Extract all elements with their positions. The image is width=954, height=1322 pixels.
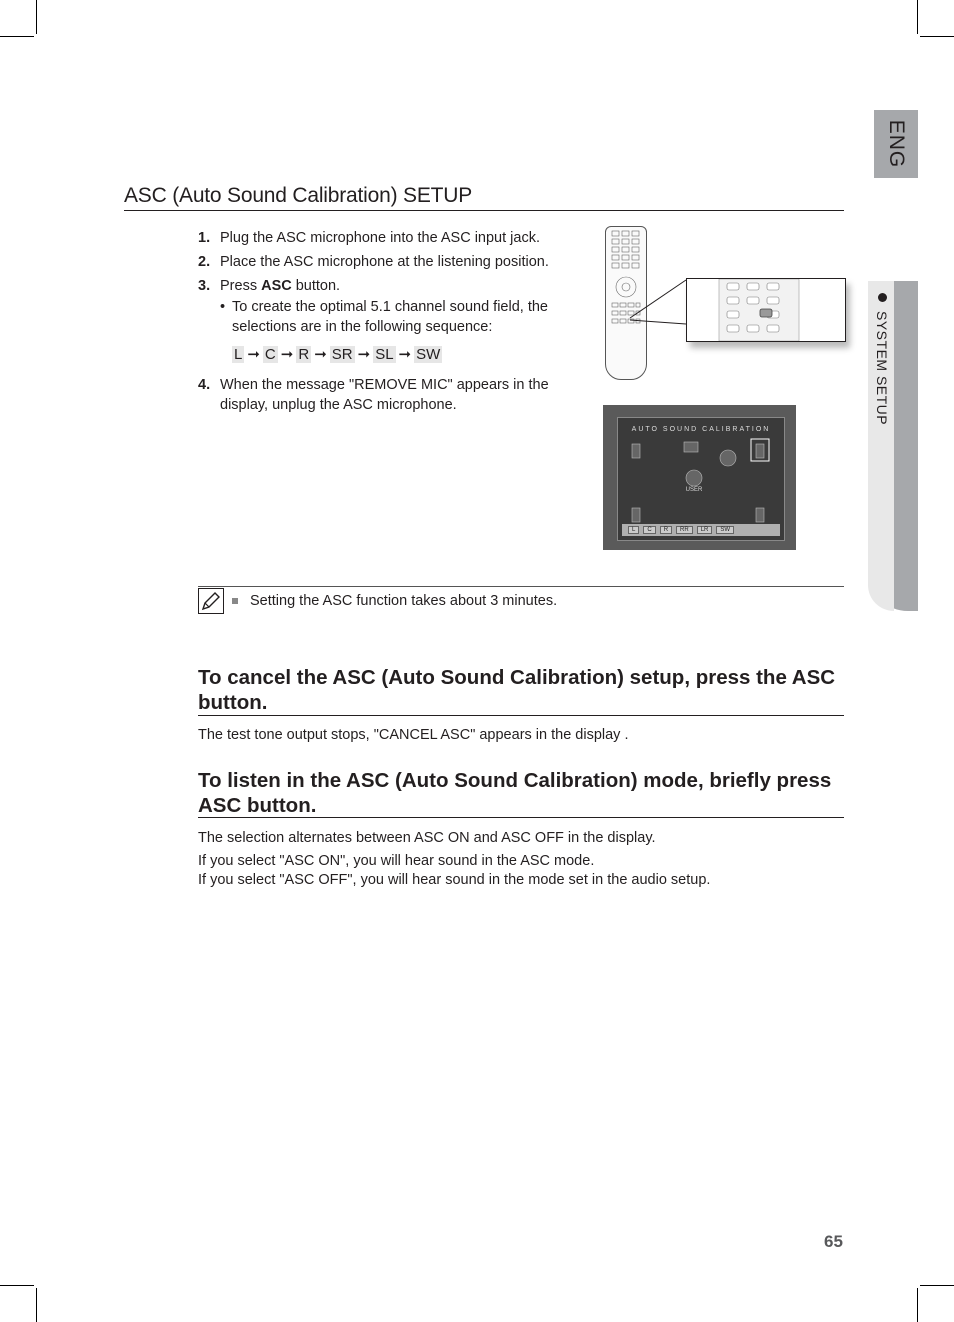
step-1-text: Plug the ASC microphone into the ASC input jack. [220, 230, 540, 246]
asc-button-zoom [686, 278, 846, 342]
language-tab [874, 110, 918, 178]
osd-btn: C [643, 526, 655, 534]
page-title: ASC (Auto Sound Calibration) SETUP [124, 184, 473, 207]
cancel-text: The test tone output stops, "CANCEL ASC" appears in the display . [198, 727, 629, 743]
listen-heading: To listen in the ASC (Auto Sound Calibration) mode, briefly press ASC button. [198, 769, 832, 817]
osd-title: AUTO SOUND CALIBRATION [631, 426, 771, 433]
listen-line: The selection alternates between ASC ON and ASC OFF in the display. [198, 830, 656, 846]
listen-line: If you select "ASC OFF", you will hear sound in the mode set in the audio setup. [198, 872, 711, 888]
step-2-text: Place the ASC microphone at the listening position. [220, 254, 549, 270]
section-tab [868, 281, 918, 611]
listen-rule [198, 817, 844, 818]
language-label: ENG [885, 119, 908, 169]
osd-user-label: USER [685, 487, 703, 493]
section-label: SYSTEM SETUP [874, 311, 890, 426]
listen-line: If you select "ASC ON", you will hear sound in the ASC mode. [198, 853, 595, 869]
note-square-icon [232, 598, 238, 604]
step-4-text: When the message "REMOVE MIC" appears in the display, unplug the ASC microphone. [220, 377, 549, 413]
note [232, 593, 557, 609]
callout-lines [628, 278, 688, 328]
seq-item: SL [375, 346, 394, 363]
osd-btn: L [628, 526, 639, 534]
seq-item: SR [331, 346, 353, 363]
osd-btn: R [660, 526, 672, 534]
bullet-dot-icon [878, 293, 887, 302]
step-1: 1. Plug the ASC microphone into the ASC input jack. [198, 230, 540, 246]
seq-item: R [298, 346, 310, 363]
page-number: 65 [824, 1232, 843, 1251]
step-2: 2. Place the ASC microphone at the listening position. [198, 254, 549, 270]
cancel-rule [198, 715, 844, 716]
channel-sequence: L ➞ C ➞ R ➞ SR ➞ SL ➞ SW [234, 346, 441, 363]
osd-channel-bar [622, 524, 780, 536]
steps-list [198, 228, 598, 419]
asc-bold: ASC [261, 278, 292, 294]
note-pencil-icon [198, 588, 224, 614]
step-3: 3. Press ASC button. • To create the optimal 5.1 channel sound field, the selections are in the following sequence: L ➞ C ➞ R ➞ SR ➞ SL ➞ SW [198, 276, 598, 365]
note-text: Setting the ASC function takes about 3 minutes. [250, 593, 558, 609]
step-3-bullet: • To create the optimal 5.1 channel sound field, the selections are in the following sequence: [220, 297, 598, 337]
note-rule [198, 586, 844, 587]
step-4: 4. When the message "REMOVE MIC" appears in the display, unplug the ASC microphone. [198, 377, 549, 413]
osd-btn: SW [716, 526, 734, 534]
osd-screenshot [603, 405, 796, 550]
osd-btn: LR [697, 526, 713, 534]
cancel-heading: To cancel the ASC (Auto Sound Calibration) setup, press the ASC button. [198, 666, 836, 714]
seq-item: SW [416, 346, 441, 363]
osd-btn: RR [676, 526, 693, 534]
seq-item: C [264, 346, 276, 363]
seq-item: L [234, 346, 243, 363]
title-rule [124, 210, 844, 211]
